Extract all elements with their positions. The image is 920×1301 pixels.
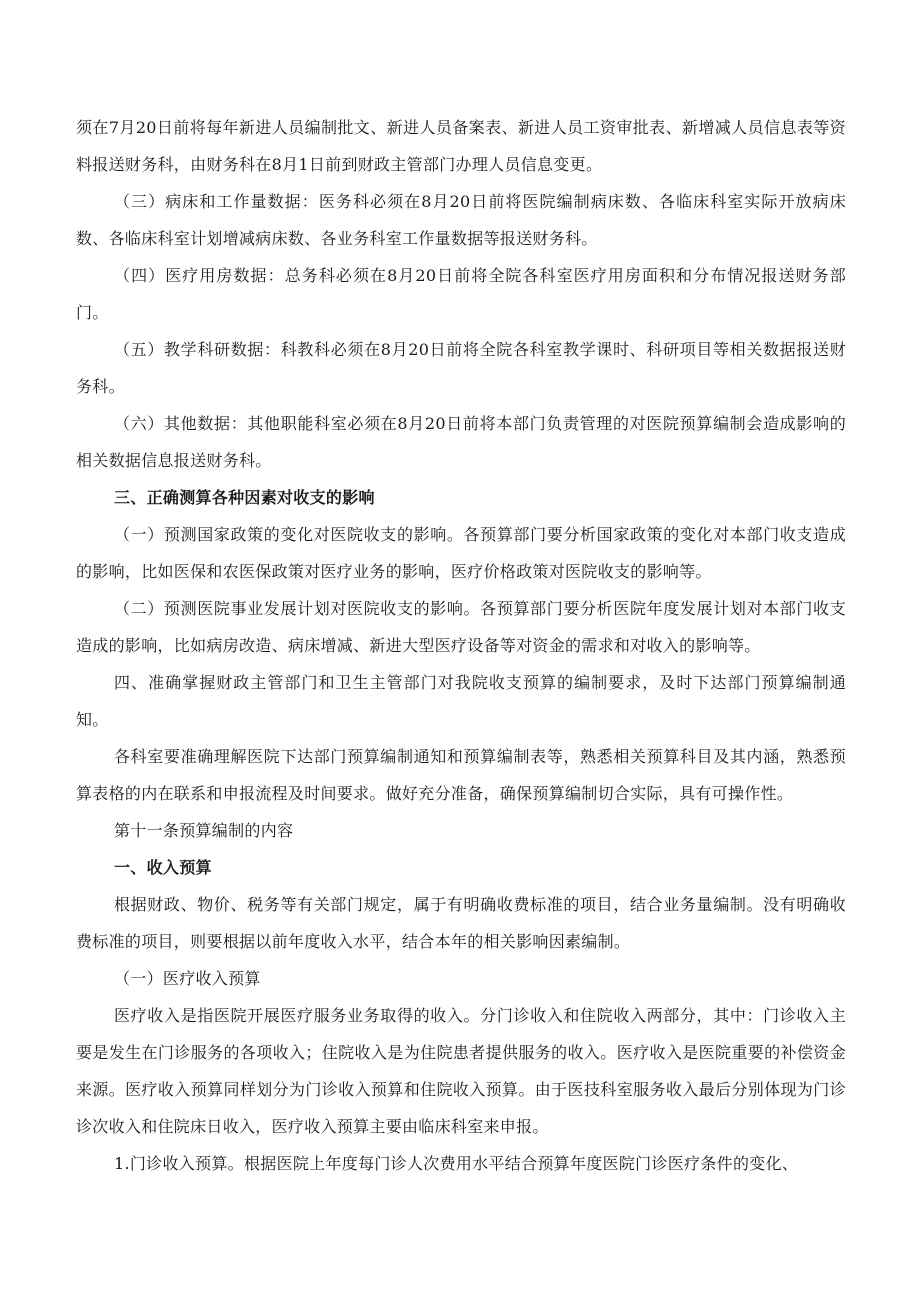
section-heading-3: 三、正确测算各种因素对收支的影响	[114, 488, 375, 507]
paragraph-teaching-research: （五）教学科研数据：科教科必须在8月20日前将全院各科室教学课时、科研项目等相关数据报送财务科。	[76, 340, 846, 396]
paragraph-department-requirements: 各科室要准确理解医院下达部门预算编制通知和预算编制表等，熟悉相关预算科目及其内涵，熟悉预算表格的内在联系和申报流程及时间要求。做好充分准备，确保预算编制切合实际，具有可操作性。	[76, 747, 846, 803]
paragraph-outpatient-income: 1.门诊收入预算。根据医院上年度每门诊人次费用水平结合预算年度医院门诊医疗条件的变化、	[114, 1154, 799, 1173]
paragraph-staff-data: 须在7月20日前将每年新进人员编制批文、新进人员备案表、新进人员工资审批表、新增减人员信息表等资料报送财务科，由财务科在8月1日前到财政主管部门办理人员信息变更。	[76, 118, 846, 174]
paragraph-medical-rooms: （四）医疗用房数据：总务科必须在8月20日前将全院各科室医疗用房面积和分布情况报送财务部门。	[76, 266, 846, 322]
subheading-medical-income: （一）医疗收入预算	[114, 969, 261, 988]
paragraph-beds-workload: （三）病床和工作量数据：医务科必须在8月20日前将医院编制病床数、各临床科室实际开放病床数、各临床科室计划增减病床数、各业务科室工作量数据等报送财务科。	[76, 192, 846, 248]
section-heading-income-budget: 一、收入预算	[114, 858, 212, 877]
paragraph-medical-income: 医疗收入是指医院开展医疗服务业务取得的收入。分门诊收入和住院收入两部分，其中：门诊收入主要是发生在门诊服务的各项收入；住院收入是为住院患者提供服务的收入。医疗收入是医院重要的补偿资金来源。医疗收入预算同样划分为门诊收入预算和住院收入预算。由于医技科室服务收入最后分别体现为门诊诊次收入和住院床日收入，医疗收入预算主要由临床科室来申报。	[76, 1006, 846, 1136]
paragraph-development-impact: （二）预测医院事业发展计划对医院收支的影响。各预算部门要分析医院年度发展计划对本部门收支造成的影响，比如病房改造、病床增减、新进大型医疗设备等对资金的需求和对收入的影响等。	[76, 599, 846, 655]
section-heading-4: 四、准确掌握财政主管部门和卫生主管部门对我院收支预算的编制要求，及时下达部门预算编制通知。	[76, 673, 846, 729]
paragraph-other-data: （六）其他数据：其他职能科室必须在8月20日前将本部门负责管理的对医院预算编制会造成影响的相关数据信息报送财务科。	[76, 414, 846, 470]
paragraph-policy-impact: （一）预测国家政策的变化对医院收支的影响。各预算部门要分析国家政策的变化对本部门收支造成的影响，比如医保和农医保政策对医疗业务的影响，医疗价格政策对医院收支的影响等。	[76, 525, 846, 581]
article-heading-11: 第十一条预算编制的内容	[114, 821, 294, 840]
paragraph-income-basis: 根据财政、物价、税务等有关部门规定，属于有明确收费标准的项目，结合业务量编制。没有明确收费标准的项目，则要根据以前年度收入水平，结合本年的相关影响因素编制。	[76, 895, 846, 951]
